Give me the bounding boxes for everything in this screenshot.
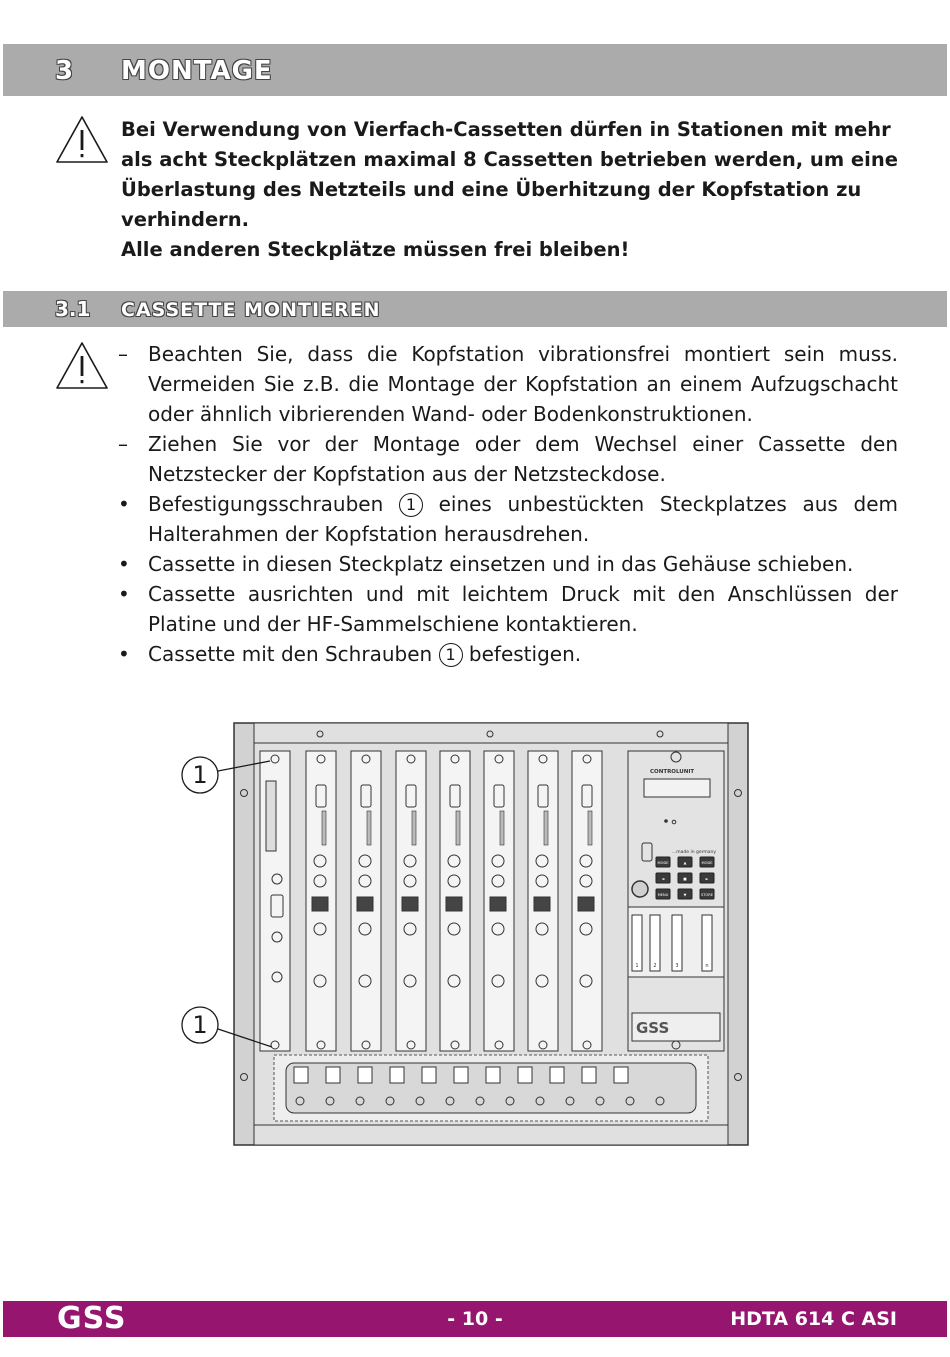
footer-logo: GSS bbox=[57, 1301, 127, 1336]
brand-label: GSS bbox=[636, 1019, 670, 1037]
list-item bbox=[116, 579, 898, 639]
section-title: MONTAGE bbox=[121, 56, 273, 86]
instruction-text: Ziehen Sie vor der Montage oder dem Wechsel einer Cassette den Netzstecker der Kopfstation aus der Netzsteckdose. bbox=[148, 432, 898, 486]
warning-triangle-icon bbox=[54, 114, 110, 166]
list-item bbox=[116, 549, 898, 579]
subsection-title: CASSETTE MONTIEREN bbox=[121, 299, 381, 321]
model-name: HDTA 614 C ASI bbox=[730, 1308, 897, 1330]
keypad-key-label: ■ bbox=[683, 877, 687, 881]
dash-marker: – bbox=[118, 342, 128, 366]
keypad-key-label: ► bbox=[705, 877, 709, 881]
control-unit-label: CONTROLUNIT bbox=[650, 769, 695, 775]
control-unit bbox=[628, 751, 724, 1051]
instruction-text: Beachten Sie, dass die Kopfstation vibrationsfrei montiert sein muss. Vermeiden Sie z.B. die Montage der Kopfstation an einem Aufzugschacht oder ähnlich vibrierenden Wand- oder Bodenkonstruktionen. bbox=[148, 342, 898, 426]
keypad-key-label: ▼ bbox=[683, 893, 687, 897]
bullet-marker: • bbox=[118, 642, 130, 666]
bullet-marker: • bbox=[118, 492, 130, 516]
keypad-key-label: ▲ bbox=[683, 861, 687, 865]
cassette-slot bbox=[260, 751, 290, 1051]
cassette-slot bbox=[572, 751, 602, 1051]
reference-number: 1 bbox=[439, 643, 463, 667]
cassette-slot bbox=[351, 751, 381, 1051]
page-number: - 10 - bbox=[447, 1308, 503, 1330]
list-item bbox=[116, 639, 898, 669]
slot-number: 3 bbox=[675, 963, 679, 969]
slot-number: n bbox=[705, 963, 709, 969]
list-item bbox=[116, 339, 898, 429]
cassette-slot bbox=[484, 751, 514, 1051]
section-number: 3 bbox=[55, 56, 74, 86]
keypad-key-label: STORE bbox=[700, 893, 714, 897]
hf-bus-bar bbox=[274, 1055, 708, 1121]
bullet-marker: • bbox=[118, 552, 130, 576]
instruction-text-pre: Befestigungsschrauben bbox=[148, 492, 384, 516]
keypad-key-label: MODE bbox=[701, 861, 713, 865]
callout-number: 1 bbox=[192, 761, 208, 789]
instruction-text-pre: Cassette mit den Schrauben bbox=[148, 642, 433, 666]
bullet-marker: • bbox=[118, 582, 130, 606]
slot-number: 1 bbox=[635, 963, 639, 969]
section-header bbox=[3, 44, 947, 96]
headend-station-figure bbox=[170, 715, 760, 1155]
reference-number: 1 bbox=[399, 493, 423, 517]
list-item bbox=[116, 489, 898, 549]
warning-line-2: Alle anderen Steckplätze müssen frei bleiben! bbox=[121, 238, 630, 261]
cassette-slot bbox=[528, 751, 558, 1051]
keypad-key-label: ◄ bbox=[661, 877, 665, 881]
subsection-number: 3.1 bbox=[55, 297, 91, 321]
list-item bbox=[116, 429, 898, 489]
keypad-key-label: MENU bbox=[657, 893, 669, 897]
dash-marker: – bbox=[118, 432, 128, 456]
instruction-text: Cassette in diesen Steckplatz einsetzen und in das Gehäuse schieben. bbox=[148, 552, 854, 576]
warning-line-1: Bei Verwendung von Vierfach-Cassetten dürfen in Stationen mit mehr als acht Steckplätzen maximal 8 Cassetten betrieben werden, um eine Überlastung des Netzteils und eine Überhitzung der Kopfstation zu verhindern. bbox=[121, 118, 898, 231]
subsection-header bbox=[3, 291, 947, 327]
warning-text bbox=[121, 115, 901, 265]
cassette-slot bbox=[306, 751, 336, 1051]
instruction-text-post: eines unbestückten Steckplatzes aus dem Halterahmen der Kopfstation herausdrehen. bbox=[148, 492, 898, 546]
made-in-germany-label: ...made in germany bbox=[672, 850, 717, 855]
slot-number: 2 bbox=[653, 963, 657, 969]
instruction-text: Cassette ausrichten und mit leichtem Druck mit den Anschlüssen der Platine und der HF-Sammelschiene kontaktieren. bbox=[148, 582, 898, 636]
cassette-slot bbox=[396, 751, 426, 1051]
instruction-text-post: befestigen. bbox=[468, 642, 582, 666]
keypad-key-label: MODE bbox=[657, 861, 669, 865]
page-footer bbox=[3, 1301, 947, 1337]
cassette-slot bbox=[440, 751, 470, 1051]
callout-number: 1 bbox=[192, 1011, 208, 1039]
warning-triangle-icon bbox=[54, 340, 110, 392]
instruction-list bbox=[116, 339, 898, 669]
